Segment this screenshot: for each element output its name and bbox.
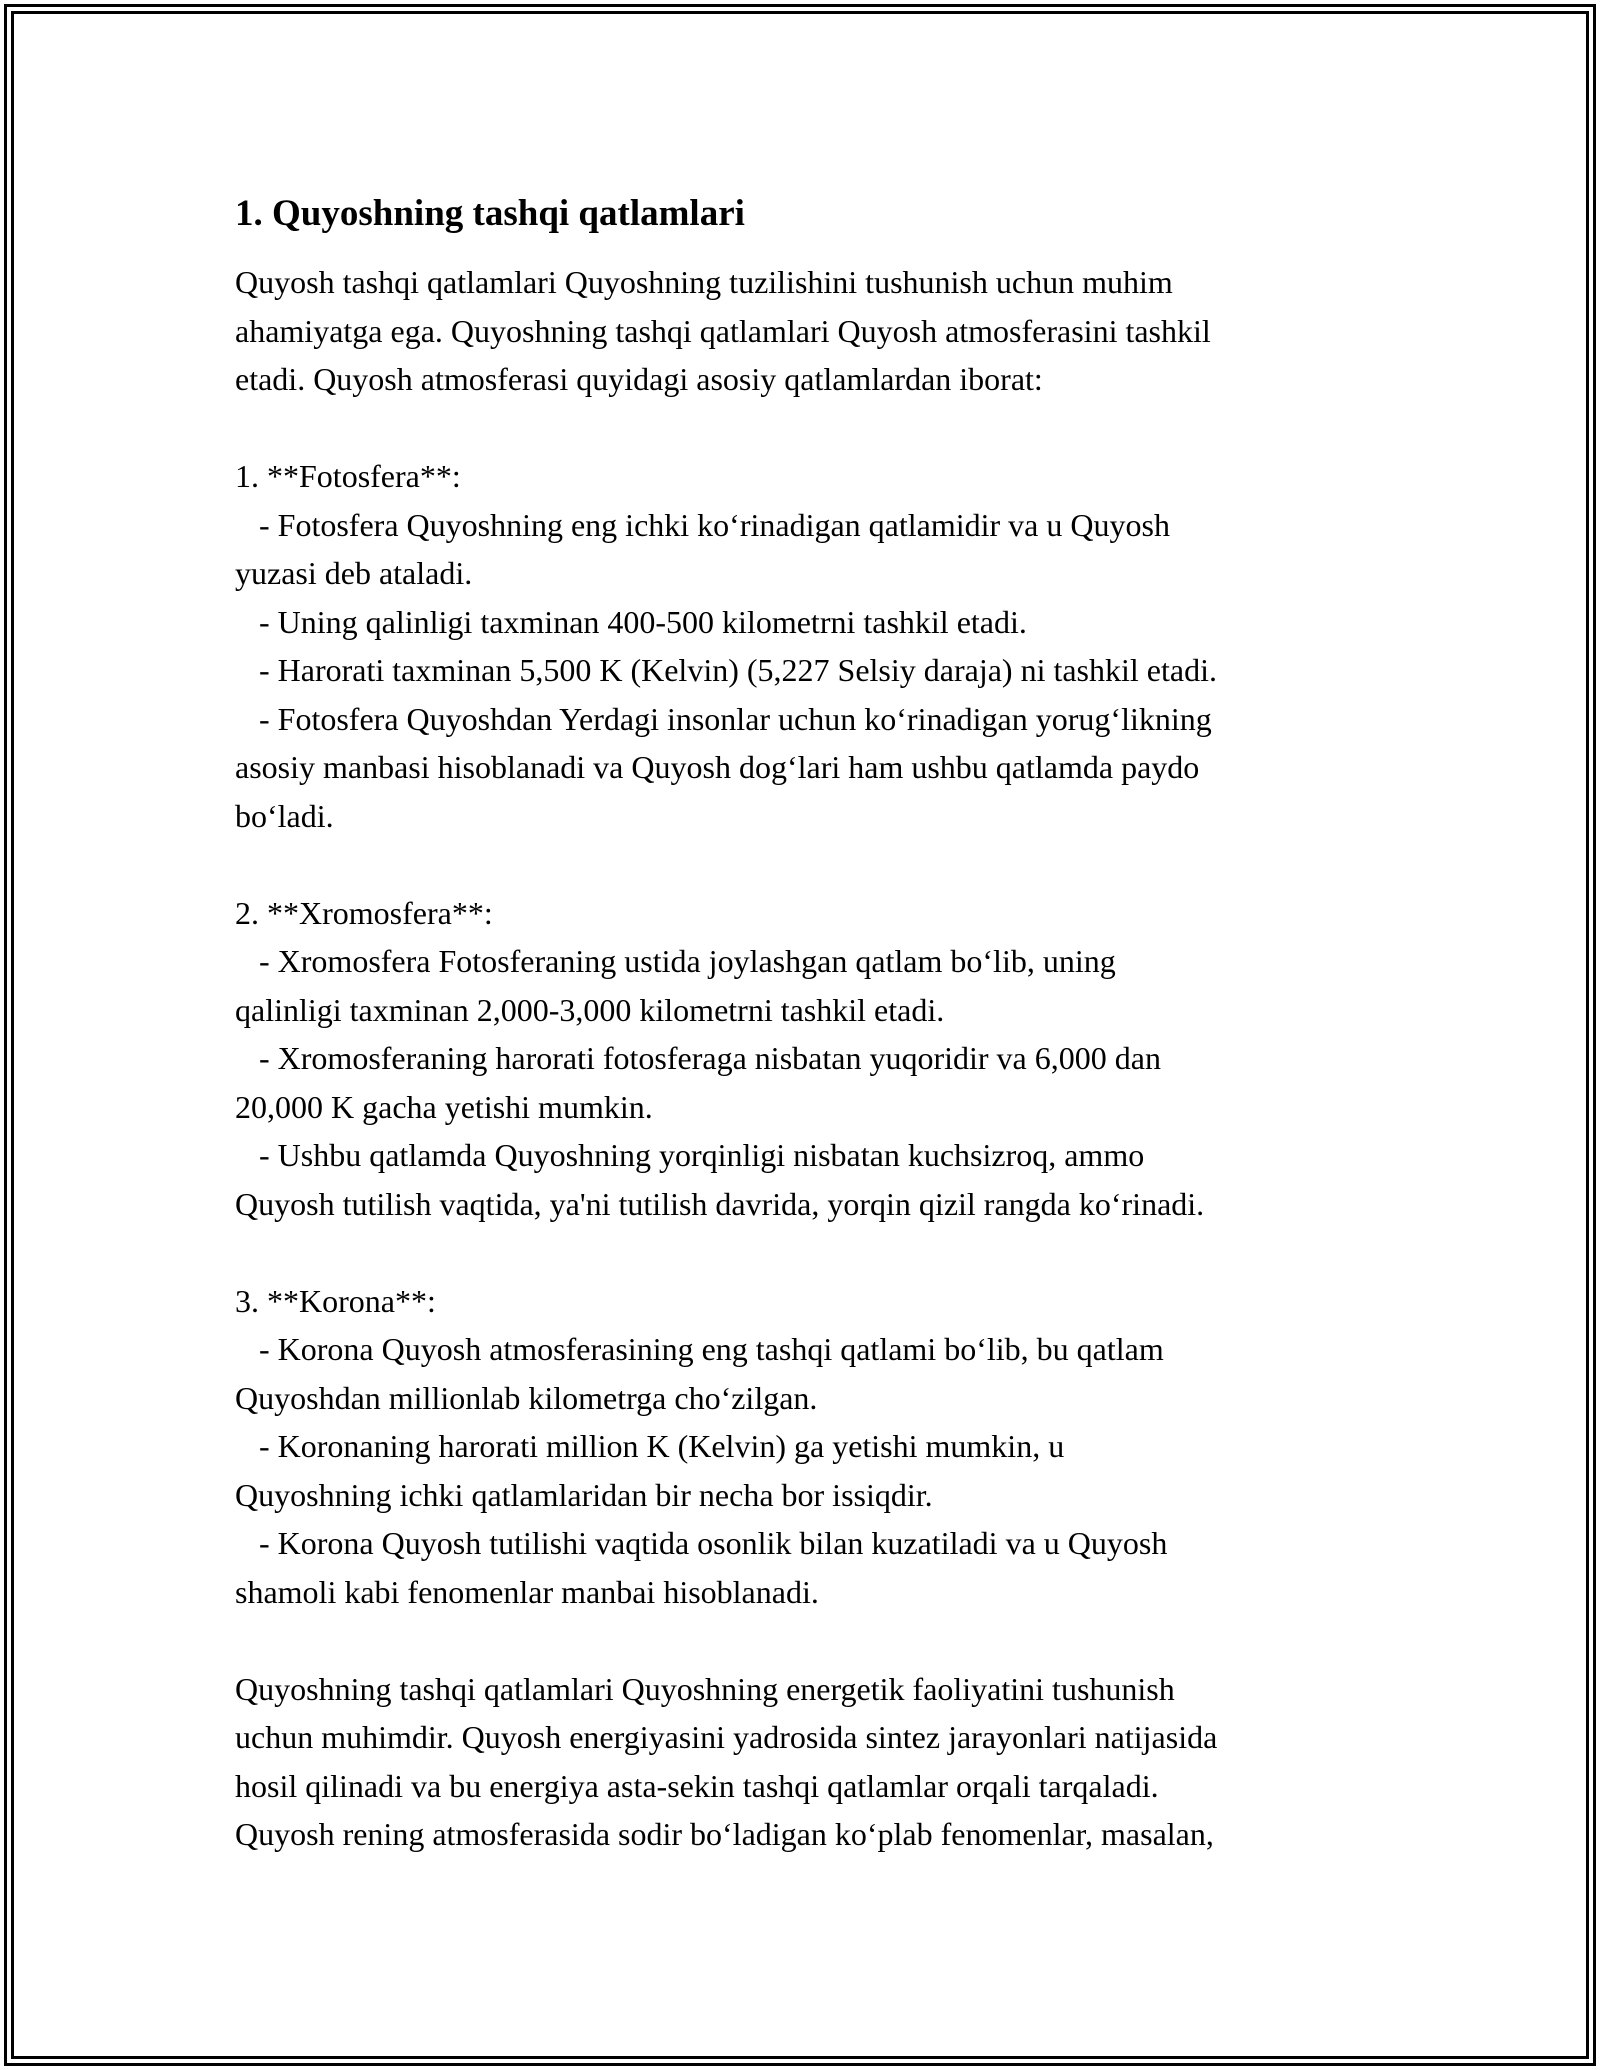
section-heading: 1. Quyoshning tashqi qatlamlari xyxy=(235,193,745,234)
document-content xyxy=(235,186,1385,1859)
body-text: Quyosh tashqi qatlamlari Quyoshning tuzilishini tushunish uchun muhim ahamiyatga ega. Quyoshning tashqi qatlamlari Quyosh atmosferasini tashkil etadi. Quyosh atmosferasi quyidagi asosiy qatlamlardan iborat: 1. **Fotosfera**: - Fotosfera Quyoshning eng ichki koʻrinadigan qatlamidir va u Quyosh yuzasi deb ataladi. - Uning qalinligi taxminan 400-500 kilometrni tashkil etadi. - Harorati taxminan 5,500 K (Kelvin) (5,227 Selsiy daraja) ni tashkil etadi. - Fotosfera Quyoshdan Yerdagi insonlar uchun koʻrinadigan yorugʻlikning asosiy manbasi hisoblanadi va Quyosh dogʻlari ham ushbu qatlamda paydo boʻladi. 2. **Xromosfera**: - Xromosfera Fotosferaning ustida joylashgan qatlam boʻlib, uning qalinligi taxminan 2,000-3,000 kilometrni tashkil etadi. - Xromosferaning harorati fotosferaga nisbatan yuqoridir va 6,000 dan 20,000 K gacha yetishi mumkin. - Ushbu qatlamda Quyoshning yorqinligi nisbatan kuchsizroq, ammo Quyosh tutilish vaqtida, ya'ni tutilish davrida, yorqin qizil rangda koʻrinadi. 3. **Korona**: - Korona Quyosh atmosferasining eng tashqi qatlami boʻlib, bu qatlam Quyoshdan millionlab kilometrga choʻzilgan. - Koronaning harorati million K (Kelvin) ga yetishi mumkin, u Quyoshning ichki qatlamlaridan bir necha bor issiqdir. - Korona Quyosh tutilishi vaqtida osonlik bilan kuzatiladi va u Quyosh shamoli kabi fenomenlar manbai hisoblanadi. Quyoshning tashqi qatlamlari Quyoshning energetik faoliyatini tushunish uchun muhimdir. Quyosh energiyasini yadrosida sintez jarayonlari natijasida hosil qilinadi va bu energiya asta-sekin tashqi qatlamlar orqali tarqaladi. Quyosh rening atmosferasida sodir boʻladigan koʻplab fenomenlar, masalan, xyxy=(235,264,1218,1852)
